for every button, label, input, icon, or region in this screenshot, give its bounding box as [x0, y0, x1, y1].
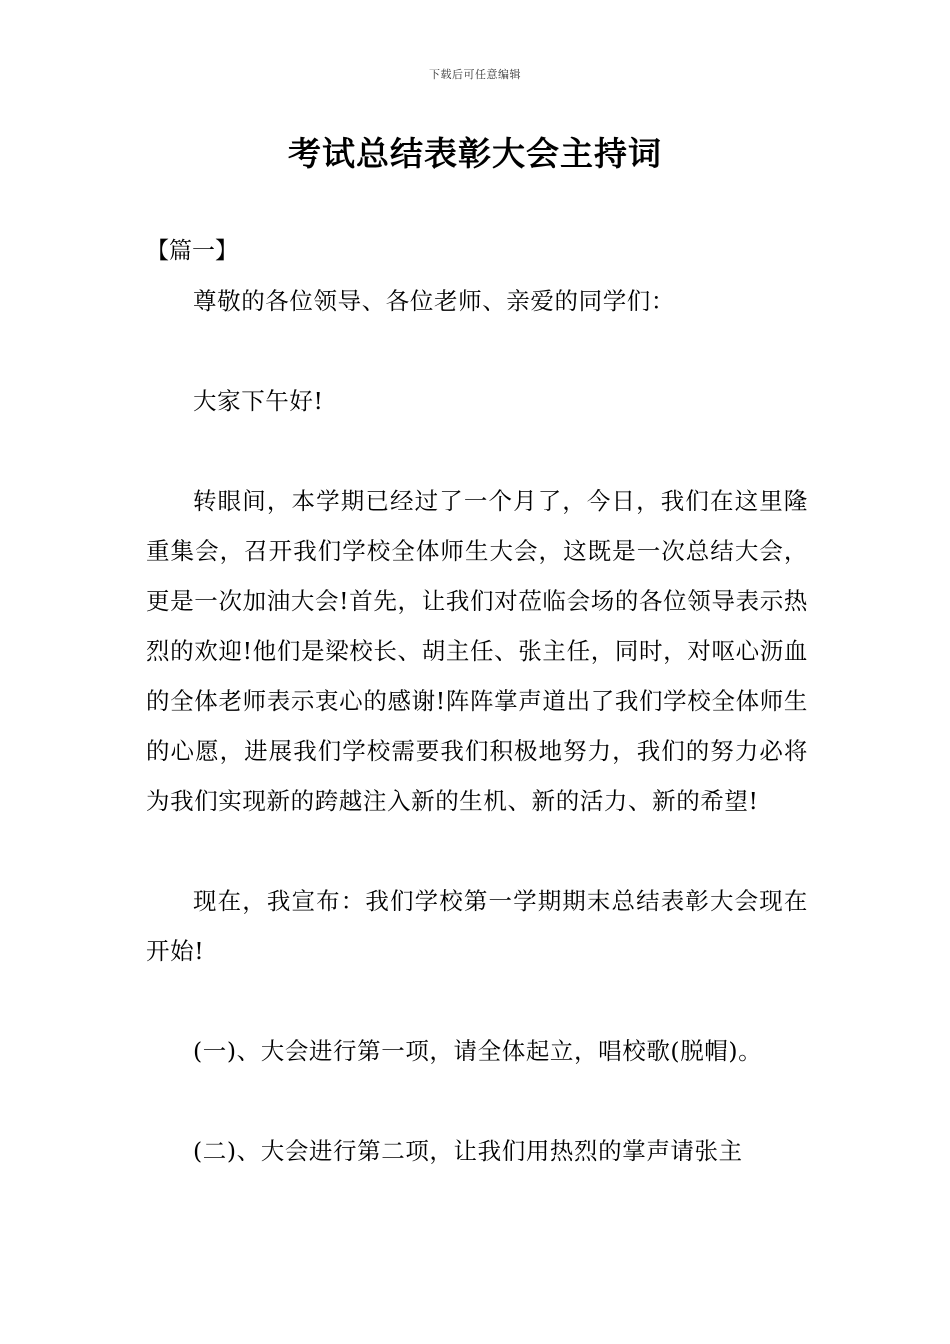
- paragraph-announcement: 现在，我宣布：我们学校第一学期期末总结表彰大会现在开始!: [146, 887, 808, 965]
- paragraph-intro: 转眼间，本学期已经过了一个月了，今日，我们在这里隆重集会，召开我们学校全体师生大会，这既是一次总结大会，更是一次加油大会!首先，让我们对莅临会场的各位领导表示热烈的欢迎!他们是梁校长、胡主任、张主任，同时，对呕心沥血的全体老师表示衷心的感谢!阵阵掌声道出了我们学校全体师生的心愿，进展我们学校需要我们积极地努力，我们的努力必将为我们实现新的跨越注入新的生机、新的活力、新的希望!: [146, 487, 808, 815]
- paragraph-item-one: (一)、大会进行第一项，请全体起立，唱校歌(脱帽)。: [193, 1037, 763, 1065]
- paragraph-item-two: (二)、大会进行第二项，让我们用热烈的掌声请张主: [193, 1137, 743, 1165]
- document-title: 考试总结表彰大会主持词: [288, 134, 662, 173]
- section-label: 【篇一】: [146, 238, 238, 264]
- document-body: [146, 276, 808, 1176]
- header-note: 下载后可任意编辑: [429, 68, 521, 81]
- paragraph-hello: 大家下午好!: [193, 387, 324, 415]
- paragraph-greeting: 尊敬的各位领导、各位老师、亲爱的同学们：: [193, 287, 675, 315]
